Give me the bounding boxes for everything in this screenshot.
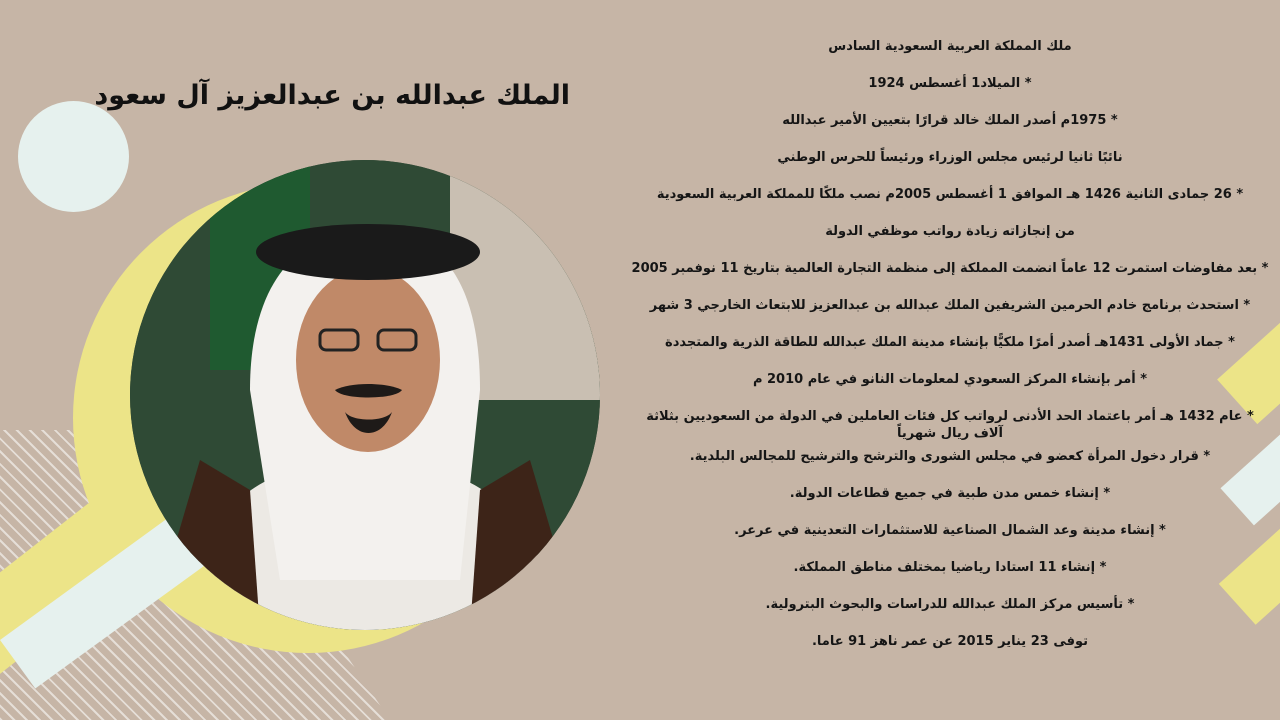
- bio-line: * استحدث برنامج خادم الحرمين الشريفين الملك عبدالله بن عبدالعزيز للابتعاث الخارجي 3 شهر: [649, 298, 1251, 313]
- bio-line: * قرار دخول المرأة كعضو في مجلس الشورى والترشح والترشيح للمجالس البلدية.: [689, 449, 1211, 464]
- bio-line: * إنشاء 11 استادا رياضيا بمختلف مناطق المملكة.: [793, 560, 1107, 575]
- bio-line: نائبًا ثانيا لرئيس مجلس الوزراء ورئيساً للحرس الوطني: [777, 150, 1123, 165]
- bio-line: * جماد الأولى 1431هـ أصدر أمرًا ملكيًّا بإنشاء مدينة الملك عبدالله للطاقة الذرية والمتجددة: [665, 335, 1235, 350]
- bio-line: * إنشاء مدينة وعد الشمال الصناعية للاستثمارات التعدينية في عرعر.: [734, 523, 1166, 538]
- mint-circle-decoration: [18, 101, 129, 212]
- bio-line: توفى 23 يناير 2015 عن عمر ناهز 91 عاما.: [811, 634, 1089, 649]
- bio-line: * أمر بإنشاء المركز السعودي لمعلومات النانو في عام 2010 م: [752, 372, 1148, 387]
- bio-line: * إنشاء خمس مدن طبية في جميع قطاعات الدولة.: [789, 486, 1111, 501]
- page-title: الملك عبدالله بن عبدالعزيز آل سعود: [94, 80, 570, 111]
- bio-line: * الميلاد1 أغسطس 1924: [868, 76, 1032, 91]
- bio-line: من إنجازاته زيادة رواتب موظفي الدولة: [825, 224, 1075, 239]
- bio-line: ملك المملكة العربية السعودية السادس: [828, 39, 1072, 54]
- bio-line: * عام 1432 هـ أمر باعتماد الحد الأدنى لرواتب كل فئات العاملين في الدولة من السعوديين بثلاثة آلاف ريال شهرياً: [646, 409, 1254, 441]
- bio-line: * بعد مفاوضات استمرت 12 عاماً انضمت المملكة إلى منظمة التجارة العالمية بتاريخ 11 نوفمبر 2005: [631, 261, 1269, 276]
- bio-line: * 26 جمادى الثانية 1426 هـ الموافق 1 أغسطس 2005م نصب ملكًا للمملكة العربية السعودية: [656, 187, 1244, 202]
- bio-line: * تأسيس مركز الملك عبدالله للدراسات والبحوث البترولية.: [765, 597, 1135, 612]
- portrait-photo: [130, 160, 600, 630]
- portrait-illustration: [130, 160, 600, 630]
- bio-line: * 1975م أصدر الملك خالد قرارًا بتعيين الأمير عبدالله: [782, 113, 1118, 128]
- biography-list: [630, 38, 1270, 670]
